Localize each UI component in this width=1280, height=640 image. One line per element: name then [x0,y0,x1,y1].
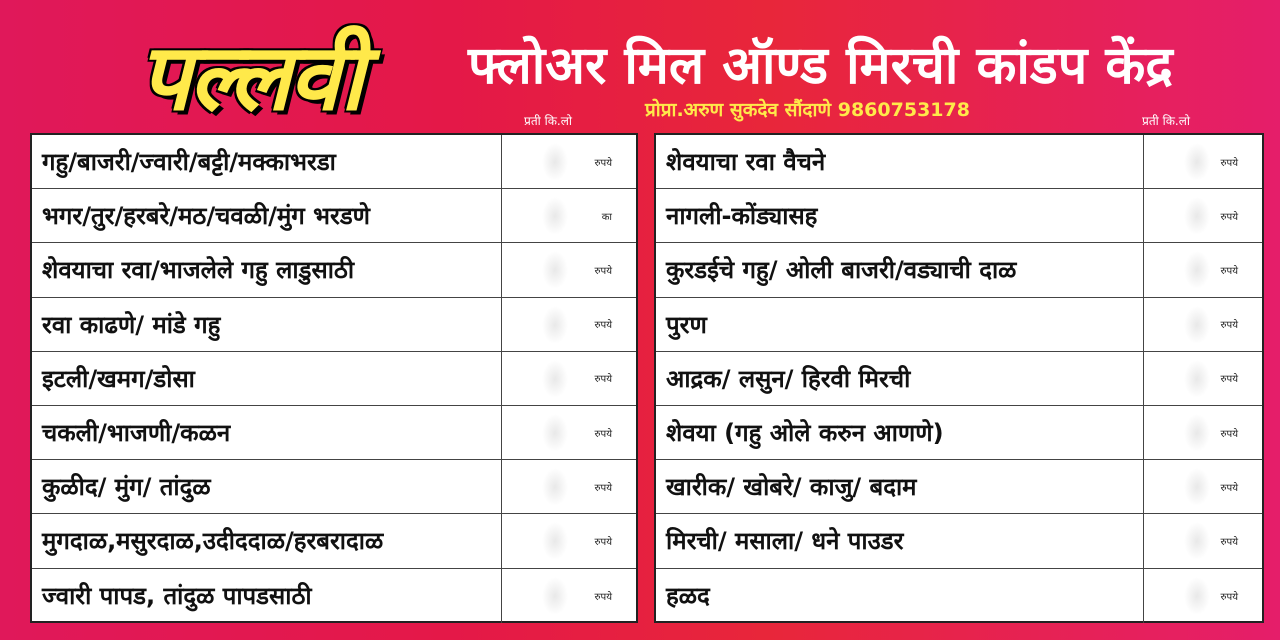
price-cell [1144,569,1262,623]
item-name: खारीक/ खोबरे/ काजु/ बदाम [656,460,1144,513]
price-cell [1144,135,1262,188]
price-unit: रुपये [594,591,612,603]
price-unit: रुपये [594,374,612,386]
price-cell [502,406,636,459]
price-cell [502,352,636,405]
price-unit: रुपये [1220,536,1238,548]
price-cell [1144,243,1262,296]
erased-price-mark [542,251,568,289]
price-table-left [30,133,638,623]
price-row [32,243,636,297]
erased-price-mark [542,143,568,181]
item-name: चकली/भाजणी/कळन [32,406,502,459]
item-name: पुरण [656,298,1144,351]
price-row [32,298,636,352]
item-name: कुळीद/ मुंग/ तांदुळ [32,460,502,513]
price-row [32,189,636,243]
price-row [32,569,636,623]
item-name: हळद [656,569,1144,623]
per-kg-label-left: प्रती कि.लो [524,114,572,128]
erased-price-mark [542,306,568,344]
erased-price-mark [1184,143,1210,181]
price-unit: रुपये [1220,428,1238,440]
erased-price-mark [542,360,568,398]
price-unit: रुपये [1220,157,1238,169]
price-row [656,243,1262,297]
price-cell [502,460,636,513]
price-cell [1144,189,1262,242]
price-row [656,514,1262,568]
item-name: शेवयाचा रवा वैचने [656,135,1144,188]
price-row [32,135,636,189]
price-unit: रुपये [594,428,612,440]
per-kg-label-right: प्रती कि.लो [1142,114,1190,128]
item-name: मिरची/ मसाला/ धने पाउडर [656,514,1144,567]
erased-price-mark [1184,197,1210,235]
item-name: शेवया (गहु ओले करुन आणणे) [656,406,1144,459]
price-unit: रुपये [1220,591,1238,603]
item-name: भगर/तुर/हरबरे/मठ/चवळी/मुंग भरडणे [32,189,502,242]
price-cell [502,243,636,296]
item-name: आद्रक/ लसुन/ हिरवी मिरची [656,352,1144,405]
item-name: इटली/खमग/डोसा [32,352,502,405]
price-cell [502,298,636,351]
erased-price-mark [1184,577,1210,615]
price-cell [502,569,636,623]
price-row [656,298,1262,352]
erased-price-mark [1184,251,1210,289]
price-row [656,406,1262,460]
item-name: रवा काढणे/ मांडे गहु [32,298,502,351]
price-cell [1144,298,1262,351]
price-unit: रुपये [594,320,612,332]
item-name: कुरडईचे गहु/ ओली बाजरी/वड्याची दाळ [656,243,1144,296]
shop-title: फ्लोअर मिल ऑण्ड मिरची कांडप केंद्र [468,35,1173,96]
price-row [32,406,636,460]
price-unit: रुपये [594,482,612,494]
price-cell [502,135,636,188]
erased-price-mark [1184,522,1210,560]
item-name: गहु/बाजरी/ज्वारी/बट्टी/मक्काभरडा [32,135,502,188]
price-row [32,460,636,514]
price-cell [502,189,636,242]
price-row [656,569,1262,623]
price-cell [1144,460,1262,513]
item-name: नागली-कोंड्यासह [656,189,1144,242]
erased-price-mark [1184,306,1210,344]
price-unit: रुपये [1220,211,1238,223]
price-row [32,352,636,406]
erased-price-mark [1184,360,1210,398]
erased-price-mark [542,468,568,506]
item-name: शेवयाचा रवा/भाजलेले गहु लाडुसाठी [32,243,502,296]
price-unit: रुपये [1220,374,1238,386]
price-unit: रुपये [1220,320,1238,332]
price-cell [1144,406,1262,459]
price-cell [1144,352,1262,405]
erased-price-mark [542,577,568,615]
price-row [656,352,1262,406]
price-cell [1144,514,1262,567]
price-row [32,514,636,568]
erased-price-mark [542,414,568,452]
brand-logo: पल्लवी [138,23,362,131]
price-unit: रुपये [594,265,612,277]
price-cell [502,514,636,567]
price-row [656,135,1262,189]
price-row [656,460,1262,514]
erased-price-mark [542,522,568,560]
proprietor-info: प्रोप्रा.अरुण सुकदेव सौंदाणे 9860753178 [645,99,970,121]
item-name: ज्वारी पापड, तांदुळ पापडसाठी [32,569,502,623]
price-unit: रुपये [1220,265,1238,277]
price-unit: का [601,211,612,223]
erased-price-mark [542,197,568,235]
price-unit: रुपये [1220,482,1238,494]
price-row [656,189,1262,243]
item-name: मुगदाळ,मसुरदाळ,उदीददाळ/हरबरादाळ [32,514,502,567]
price-table-right [654,133,1264,623]
price-unit: रुपये [594,536,612,548]
erased-price-mark [1184,414,1210,452]
price-unit: रुपये [594,157,612,169]
erased-price-mark [1184,468,1210,506]
